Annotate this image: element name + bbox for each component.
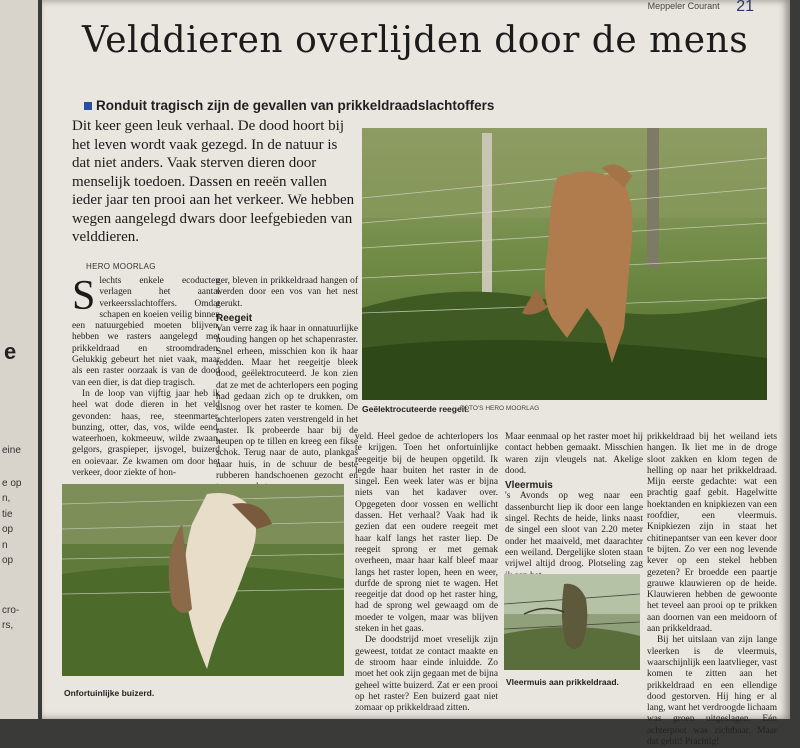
left-page-fragment: rs,: [2, 620, 14, 631]
left-page-fragment: op: [2, 524, 14, 535]
bat-caption: Vleermuis aan prikkeldraad.: [506, 677, 619, 687]
col2-paragraph-1: ger, bleven in prikkeldraad hangen of werden door een vos van het nest gerukt.: [216, 276, 358, 309]
intro-paragraph: Dit keer geen leuk verhaal. De dood hoort bij het leven wordt vaak gezegd. In de natuur is dat niet anders. Vaak sterven dieren door menselijk toedoen. Dassen en reeën vallen ieder jaar ten prooi aan het verkeer. We hebben wegen aangelegd dwars door leefgebieden van velddieren.: [72, 118, 355, 245]
buzzard-caption: Onfortuinlijke buizerd.: [64, 688, 155, 698]
deer-caption: Geëlektrocuteerde reegeit.: [362, 404, 470, 414]
adjacent-page: [0, 0, 38, 719]
article-column-4: [505, 432, 643, 582]
left-page-fragment: tie: [2, 509, 13, 520]
left-page-fragment: cro-: [2, 605, 20, 616]
article-column-2: [216, 276, 358, 494]
bat-photo: [504, 574, 640, 670]
left-page-fragment: e op: [2, 478, 22, 489]
article-column-1: [72, 273, 220, 479]
page-number: 21: [736, 0, 754, 15]
col3-paragraph-1: veld. Heel gedoe de achterlopers los te krijgen. Toen het onfortuinlijke reegeitje bij de heupen opgetild. Ik legde haar buiten het raster in de singel. Een week later was er bijna niets van het kadaver over. Opgegeten door vossen en wellicht dassen. Het verhaal? Vaak had ik gezien dat een oudere reegeit met haar kalf langs het raster liep. De reegeit sprong er met gemak overheen, maar haar kalf bleef maar langs het raster lopen, heen en weer, durfde de sprong niet te wagen. Het reegeitje dat dood op het raster hing, had de sprong wel gewaagd om de moeder te volgen, maar was blijven steken in het gaas.: [355, 432, 498, 635]
left-page-fragment: eine: [2, 445, 21, 456]
col3-paragraph-2: De doodstrijd moet vreselijk zijn geweest, totdat ze contact maakte en de stroom haar einde inluidde. Zo moet het ook zijn gegaan met de bijna geheel witte buizerd. Zat er een prooi op het raster? Een buizerd gaat niet zomaar op prikkeldraad zitten.: [355, 635, 498, 714]
col4-paragraph-1: Maar eenmaal op het raster moet hij contact hebben gemaakt. Misschien waren zijn vleugels nat. Akelige dood.: [505, 432, 643, 476]
deer-on-fence-image: [362, 128, 767, 400]
article-column-5: [647, 432, 777, 748]
left-page-fragment: n: [2, 540, 8, 551]
buzzard-photo: [62, 484, 344, 676]
col5-paragraph-2: Bij het uitslaan van zijn lange vleerken is de vleermuis, waarschijnlijk een laatvlieger, vast komen te zitten aan het prikkeldraad en een ellendige dood gestorven. Hij hing er al lang, want het verdroogde lichaam was groen uitgeslagen. Eén achterpoot was zichtbaar. Maar dat gebit! Prachtig!: [647, 635, 777, 748]
bat-on-fence-image: [504, 574, 640, 670]
left-page-fragment: op: [2, 555, 14, 566]
article-column-3: [355, 432, 498, 714]
deer-photo: [362, 128, 767, 400]
col4-paragraph-2: 's Avonds op weg naar een dassenburcht liep ik door een lange singel. Rechts de heide, links naast de singel een sloot van 2.20 meter onder het maaiveld, met daarachter een weiland. Dergelijke sloten staan vrijwel altijd droog. Plotseling zag: [505, 491, 643, 570]
page-header: [648, 0, 754, 16]
subheadline: [84, 98, 494, 113]
paper-name: Meppeler Courant: [647, 1, 720, 11]
heading-reegeit: Reegeit: [216, 312, 253, 324]
col1-paragraph-1: lechts enkele ecoducten verlagen het aantal verkeersslachtoffers. Omdat schapen en koeien veilig binnen een natuurgebied moeten blijven, hebben we rasters aangelegd met prikkeldraad en stroomdraden. Gelukkig gebeurt het niet vaak, maar als een raster oorzaak is van de dood van een dier, is dat diep tragisch.: [72, 276, 220, 388]
subheadline-text: Ronduit tragisch zijn de gevallen van prikkeldraadslachtoffers: [96, 98, 495, 113]
byline: HERO MOORLAG: [86, 262, 156, 271]
col2-paragraph-2: Van verre zag ik haar in onnatuurlijke houding hangen op het schapenraster. Snel erheen, misschien kon ik haar redden. Maar het reegeitje bleek dood, geëlektrocuteerd. Je kon zien dat ze met de achterlopers een poging had gedaan zich op te drukken, om alsnog over het raster te komen. De achterlopers zaten verstrengeld in het raster. Ik probeerde haar bij de heupen op te tillen en kreeg een fikse schok. Terug naar de auto, plankgas naar huis, in de schuur de beste rubberen handschoenen gezocht en: [216, 324, 358, 482]
col5-paragraph-1: prikkeldraad bij het weiland iets hangen. Ik liet me in de droge sloot zakken en klom tegen de helling op naar het prikkeldraad. Mijn eerste gedachte: wat een prachtig gaaf gebit. Hagelwitte hoektanden en knipkiezen van een roofdier, een vleermuis. Knipkiezen zijn in staat het chitinepantser van een kever door te bijten. Zo ver een nog levende kever op een stekel hebben gezeten? Er broedde een paartje grauwe klauwieren op de heide. Klauwieren hebben de gewoonte het teveel aan prooi op te prikken aan doornen van een meidoorn of aan prikkeldraad.: [647, 432, 777, 635]
col1-paragraph-2: In de loop van vijftig jaar heb ik heel wat dode dieren in het veld gevonden: haas, ree, steenmarter, bunzing, otter, das, vos, wilde eend, wateerhoen, kokmeeuw, wilde zwaan, gelgors, graspieper, ijsvogel, buizerd en ooievaar. Ze kwamen om door het verkeer, door ziekte of hon-: [72, 388, 220, 479]
headline: Velddieren overlijden door de mens: [82, 20, 749, 61]
bullet-square-icon: [84, 102, 92, 110]
newspaper-page: [42, 0, 790, 748]
left-page-fragment: n,: [2, 493, 11, 504]
photo-credit: FOTO'S HERO MOORLAG: [460, 405, 540, 412]
heading-vleermuis: Vleermuis: [505, 480, 553, 492]
drop-cap: S: [72, 273, 96, 319]
buzzard-on-fence-image: [62, 484, 344, 676]
left-page-big-letter: e: [4, 339, 17, 364]
